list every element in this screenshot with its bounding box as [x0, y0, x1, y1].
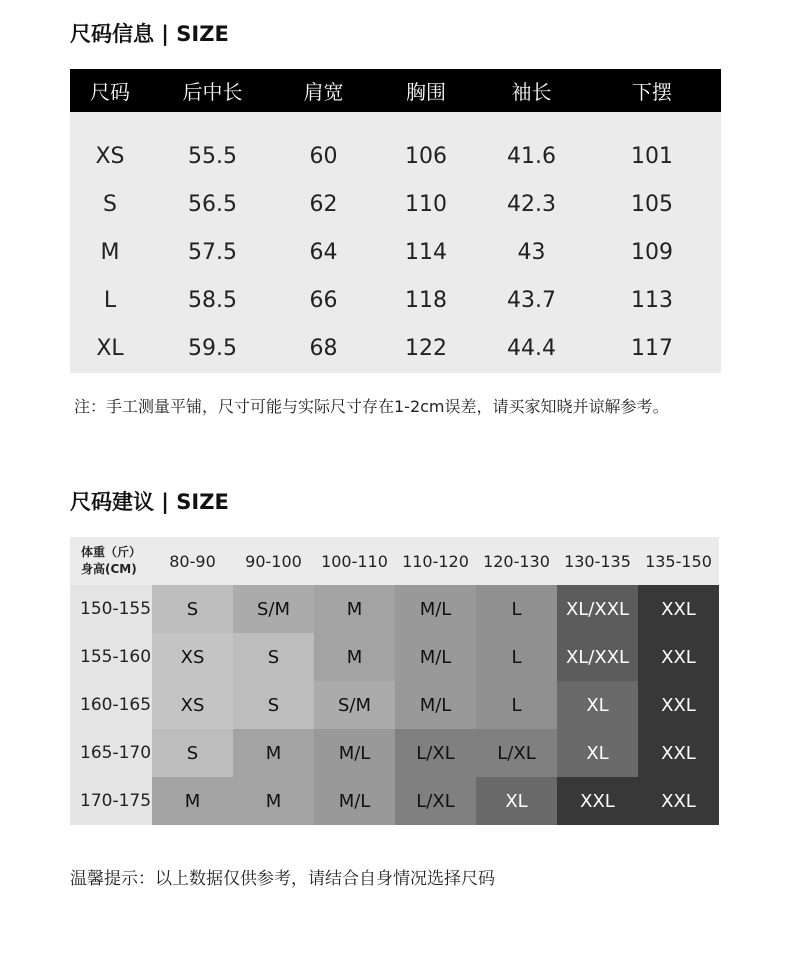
size-info-title: 尺码信息 | SIZE: [70, 22, 229, 46]
size-cell: XL: [557, 681, 638, 729]
shoulder-cell: 68: [309, 335, 338, 361]
size-cell: M/L: [314, 729, 395, 777]
chest-cell: 122: [405, 335, 447, 361]
size-cell: S: [152, 729, 233, 777]
size-cell: S: [233, 633, 314, 681]
sleeve-cell: 44.4: [507, 335, 556, 361]
size-cell: M: [152, 777, 233, 825]
height-header: 155-160: [70, 633, 152, 681]
weight-header: 130-135: [564, 551, 631, 571]
size-cell: S/M: [233, 585, 314, 633]
back-length-cell: 58.5: [188, 287, 237, 313]
size-cell: XL/XXL: [557, 633, 638, 681]
size-advice-title: 尺码建议 | SIZE: [70, 490, 229, 514]
size-cell: M: [100, 239, 120, 265]
size-cell: L: [476, 681, 557, 729]
size-cell: XXL: [638, 777, 719, 825]
size-cell: XL: [476, 777, 557, 825]
chest-cell: 118: [405, 287, 447, 313]
back-length-cell: 56.5: [188, 191, 237, 217]
header-size: 尺码: [90, 80, 130, 104]
weight-header: 120-130: [483, 551, 550, 571]
weight-header: 135-150: [645, 551, 712, 571]
chest-cell: 114: [405, 239, 447, 265]
size-cell: L: [103, 287, 117, 313]
table-row: [70, 729, 719, 777]
weight-header: 110-120: [402, 551, 469, 571]
size-cell: XXL: [557, 777, 638, 825]
size-info-header: [70, 69, 721, 112]
size-cell: S: [152, 585, 233, 633]
height-header: 170-175: [70, 777, 152, 825]
header-shoulder: 肩宽: [303, 80, 344, 104]
size-info-table: [70, 69, 721, 373]
weight-axis-label: 体重（斤）: [81, 545, 142, 559]
shoulder-cell: 60: [309, 143, 338, 169]
size-cell: M/L: [395, 585, 476, 633]
height-header: 165-170: [70, 729, 152, 777]
shoulder-cell: 62: [309, 191, 338, 217]
size-cell: XXL: [638, 681, 719, 729]
sleeve-cell: 43: [517, 239, 546, 265]
size-advice-header: [70, 537, 719, 585]
size-cell: L/XL: [395, 777, 476, 825]
table-row: [70, 228, 721, 276]
height-header: 160-165: [70, 681, 152, 729]
table-row: [70, 132, 721, 180]
size-cell: XL/XXL: [557, 585, 638, 633]
corner-label: [70, 537, 152, 585]
table-row: [70, 276, 721, 324]
sleeve-cell: 42.3: [507, 191, 556, 217]
size-cell: M: [314, 633, 395, 681]
size-info-body: [70, 112, 721, 373]
size-cell: XXL: [638, 729, 719, 777]
size-cell: M: [233, 777, 314, 825]
size-cell: L: [476, 585, 557, 633]
size-cell: M/L: [395, 633, 476, 681]
size-advice-table: [70, 537, 719, 825]
size-cell: XXL: [638, 633, 719, 681]
measurement-note: 注：手工测量平铺，尺寸可能与实际尺寸存在1-2cm误差，请买家知晓并谅解参考。: [74, 397, 669, 416]
header-hem: 下摆: [632, 80, 672, 104]
hem-cell: 101: [631, 143, 673, 169]
table-row: [70, 681, 719, 729]
sleeve-cell: 43.7: [507, 287, 556, 313]
table-row: [70, 585, 719, 633]
back-length-cell: 55.5: [188, 143, 237, 169]
size-tip: 温馨提示：以上数据仅供参考，请结合自身情况选择尺码: [70, 869, 495, 889]
size-cell: M/L: [314, 777, 395, 825]
size-cell: M: [233, 729, 314, 777]
size-cell: XS: [95, 143, 125, 169]
height-axis-label: 身高(CM): [81, 562, 137, 576]
weight-header: 100-110: [321, 551, 388, 571]
height-header: 150-155: [70, 585, 152, 633]
weight-header: 90-100: [245, 551, 302, 571]
back-length-cell: 57.5: [188, 239, 237, 265]
hem-cell: 105: [631, 191, 673, 217]
chest-cell: 110: [405, 191, 447, 217]
back-length-cell: 59.5: [188, 335, 237, 361]
size-cell: XL: [96, 335, 124, 361]
header-sleeve: 袖长: [511, 80, 552, 104]
size-cell: S/M: [314, 681, 395, 729]
table-row: [70, 777, 719, 825]
table-row: [70, 180, 721, 228]
header-chest: 胸围: [406, 80, 446, 104]
shoulder-cell: 66: [309, 287, 338, 313]
shoulder-cell: 64: [309, 239, 338, 265]
hem-cell: 113: [631, 287, 673, 313]
size-cell: XL: [557, 729, 638, 777]
size-cell: L: [476, 633, 557, 681]
weight-header: 80-90: [169, 551, 216, 571]
size-cell: S: [103, 191, 117, 217]
chest-cell: 106: [405, 143, 447, 169]
hem-cell: 117: [631, 335, 673, 361]
size-cell: L/XL: [476, 729, 557, 777]
table-row: [70, 633, 719, 681]
hem-cell: 109: [631, 239, 673, 265]
header-back-length: 后中长: [182, 80, 243, 104]
size-cell: M/L: [395, 681, 476, 729]
size-cell: XXL: [638, 585, 719, 633]
size-cell: XS: [152, 681, 233, 729]
size-cell: XS: [152, 633, 233, 681]
size-cell: L/XL: [395, 729, 476, 777]
sleeve-cell: 41.6: [507, 143, 556, 169]
table-row: [70, 324, 721, 372]
size-cell: M: [314, 585, 395, 633]
size-cell: S: [233, 681, 314, 729]
